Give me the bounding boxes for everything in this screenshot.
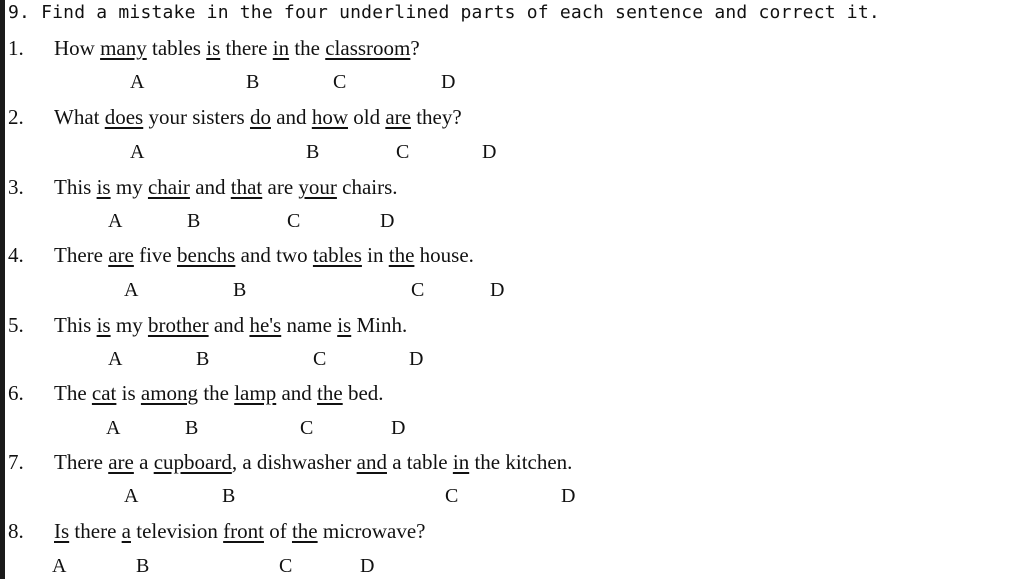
option-label-b: B [136,555,150,577]
option-label-a: A [130,141,145,163]
sentence-text: This [54,175,97,199]
option-label-d: D [360,555,375,577]
option-label-d: D [482,141,497,163]
option-label-d: D [380,210,395,232]
sentence-text: ? [410,36,420,60]
question-sentence [54,519,426,544]
option-label-a: A [106,417,121,439]
left-border [0,0,5,579]
option-label-a: A [124,279,139,301]
option-label-d: D [490,279,505,301]
option-label-a: A [52,555,67,577]
underlined-part: Is [54,519,70,543]
sentence-text: house. [414,243,474,267]
underlined-part: is [96,175,111,199]
underlined-part: lamp [234,381,277,405]
sentence-text: and [270,105,312,129]
option-label-b: B [196,348,210,370]
sentence-text: in [361,243,389,267]
sentence-text: Minh. [351,313,408,337]
underlined-part: is [96,313,111,337]
underlined-part: he's [249,313,282,337]
option-label-c: C [333,71,347,93]
exercise-title: 9. Find a mistake in the four underlined parts of each sentence and correct it. [8,2,880,23]
sentence-text: the kitchen. [469,450,573,474]
question-number: 8. [8,519,24,543]
sentence-text: old [347,105,386,129]
option-label-b: B [306,141,320,163]
option-label-d: D [391,417,406,439]
underlined-part: are [108,450,134,474]
underlined-part: chair [147,175,190,199]
option-label-a: A [130,71,145,93]
question-sentence [54,313,407,338]
sentence-text: and [276,381,318,405]
sentence-text: tables [146,36,207,60]
question-number: 7. [8,450,24,474]
underlined-part: how [311,105,348,129]
question-sentence [54,450,572,475]
underlined-part: among [140,381,199,405]
underlined-part: brother [147,313,209,337]
option-label-c: C [313,348,327,370]
underlined-part: does [104,105,144,129]
sentence-text: How [54,36,101,60]
question-number: 1. [8,36,24,60]
sentence-text: my [110,313,148,337]
option-label-b: B [222,485,236,507]
sentence-text: There [54,243,109,267]
question-sentence [54,36,420,61]
option-label-b: B [187,210,201,232]
underlined-part: is [337,313,352,337]
sentence-text: and [208,313,250,337]
underlined-part: are [108,243,134,267]
sentence-text: are [262,175,299,199]
option-label-b: B [185,417,199,439]
option-label-d: D [409,348,424,370]
option-label-d: D [561,485,576,507]
sentence-text: and two [235,243,313,267]
underlined-part: many [100,36,147,60]
option-label-c: C [300,417,314,439]
sentence-text: and [189,175,231,199]
question-number: 4. [8,243,24,267]
option-label-a: A [108,348,123,370]
question-sentence [54,243,474,268]
sentence-text: television [130,519,224,543]
underlined-part: classroom [325,36,411,60]
sentence-text: your sisters [143,105,250,129]
underlined-part: your [298,175,337,199]
sentence-text: there [220,36,273,60]
underlined-part: the [388,243,415,267]
sentence-text: the [198,381,235,405]
underlined-part: cat [91,381,117,405]
option-label-a: A [124,485,139,507]
underlined-part: cupboard [153,450,232,474]
sentence-text: the [289,36,326,60]
sentence-text: a [133,450,154,474]
sentence-text: of [263,519,292,543]
underlined-part: in [272,36,290,60]
sentence-text: This [54,313,97,337]
underlined-part: are [385,105,411,129]
sentence-text: five [133,243,178,267]
option-label-d: D [441,71,456,93]
sentence-text: microwave? [317,519,426,543]
sentence-text: they? [410,105,462,129]
question-number: 3. [8,175,24,199]
sentence-text: there [69,519,122,543]
option-label-a: A [108,210,123,232]
underlined-part: front [223,519,264,543]
underlined-part: is [206,36,221,60]
underlined-part: in [452,450,470,474]
question-sentence [54,381,384,406]
sentence-text: name [281,313,338,337]
question-number: 6. [8,381,24,405]
sentence-text: is [116,381,141,405]
option-label-c: C [287,210,301,232]
sentence-text: bed. [342,381,384,405]
underlined-part: benchs [177,243,236,267]
option-label-c: C [445,485,459,507]
question-number: 5. [8,313,24,337]
option-label-b: B [233,279,247,301]
sentence-text: a table [386,450,453,474]
sentence-text: chairs. [336,175,398,199]
sentence-text: There [54,450,109,474]
option-label-c: C [396,141,410,163]
underlined-part: tables [312,243,362,267]
option-label-c: C [279,555,293,577]
underlined-part: a [121,519,131,543]
underlined-part: the [291,519,318,543]
sentence-text: my [110,175,148,199]
sentence-text: , a dishwasher [231,450,357,474]
sentence-text: The [54,381,92,405]
underlined-part: do [249,105,271,129]
question-sentence [54,105,462,130]
underlined-part: the [317,381,343,405]
sentence-text: What [54,105,105,129]
option-label-b: B [246,71,260,93]
question-number: 2. [8,105,24,129]
question-sentence [54,175,398,200]
option-label-c: C [411,279,425,301]
underlined-part: that [230,175,263,199]
underlined-part: and [356,450,387,474]
